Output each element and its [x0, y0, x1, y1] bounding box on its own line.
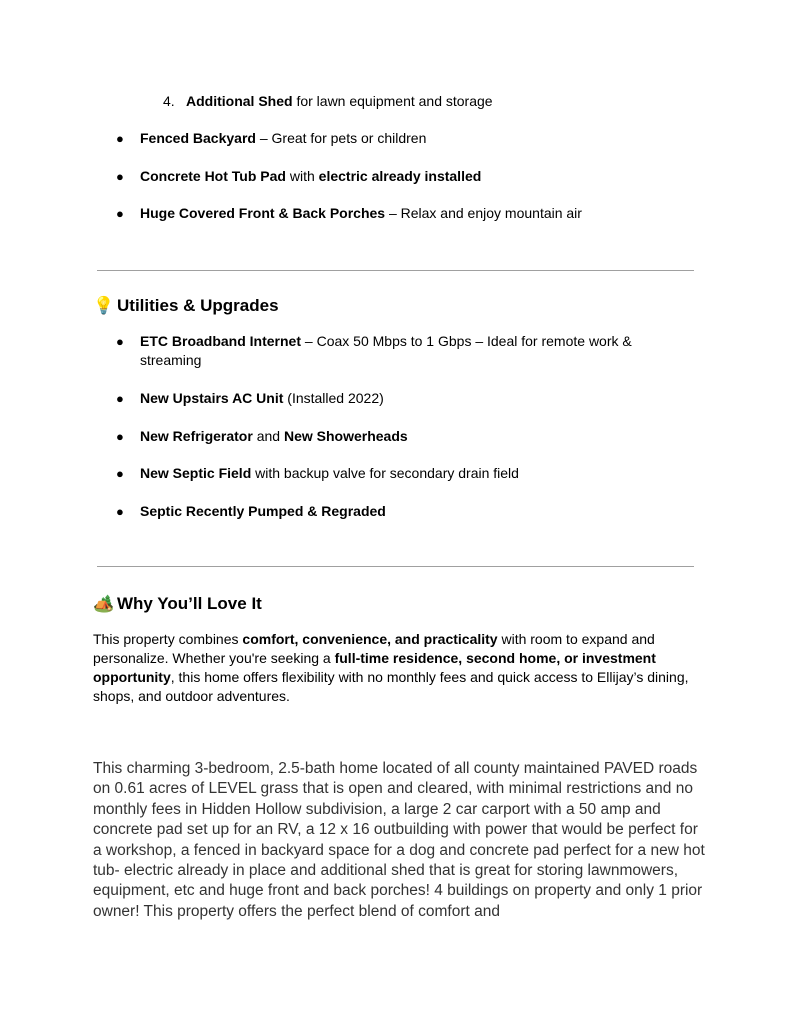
bullet-icon: ●	[116, 206, 124, 221]
para-bold-text: comfort, convenience, and practicality	[242, 631, 498, 647]
para-text: with room to expand and personalize. Whether you're seeking a	[93, 631, 655, 666]
item-text: – Great for pets or children	[255, 130, 427, 146]
item-bold-text-2: New Showerheads	[283, 428, 408, 444]
description-paragraph: This charming 3-bedroom, 2.5-bath home located of all county maintained PAVED roads on 0.61 acres of LEVEL grass that is open and cleared, with minimal restrictions and no monthly fees in Hidden Hollow subdivision, a large 2 car carport with a 50 amp and concrete pad set up for an RV, a 12 x 16 outbuilding with power that would be perfect for a workshop, a fenced in backyard space for a dog and concrete pad perfect for a new hot tub- electric already in place and additional shed that is great for storing lawnmowers, equipment, etc and huge front and back porches! 4 buildings on property and only 1 prior owner! This property offers the perfect blend of comfort and	[93, 760, 705, 920]
numbered-list-item	[163, 92, 493, 110]
para-bold-text: full-time residence, second home, or investment opportunity	[93, 650, 656, 685]
item-bold-text: New Septic Field	[140, 465, 252, 481]
item-text: with backup valve for secondary drain field	[251, 465, 519, 481]
list-item	[116, 129, 676, 148]
bullet-icon: ●	[116, 131, 124, 146]
item-bold-text: Septic Recently Pumped & Regraded	[140, 503, 386, 519]
section-heading-why	[93, 593, 262, 615]
item-text: for lawn equipment and storage	[292, 93, 493, 109]
bullet-icon: ●	[116, 334, 124, 349]
item-bold-text: New Refrigerator	[140, 428, 253, 444]
item-text: and	[252, 428, 284, 444]
list-item	[116, 389, 676, 408]
bullet-icon: ●	[116, 169, 124, 184]
why-paragraph	[93, 630, 703, 706]
heading-text: Utilities & Upgrades	[117, 296, 279, 315]
item-bold-text: Fenced Backyard	[140, 130, 256, 146]
bullet-icon: ●	[116, 466, 124, 481]
heading-text: Why You’ll Love It	[117, 594, 262, 613]
para-text: This property combines	[93, 631, 243, 647]
list-item	[116, 167, 676, 186]
item-bold-text-2: electric already installed	[318, 168, 482, 184]
list-item	[116, 502, 676, 521]
list-item	[116, 464, 676, 483]
item-bold-text: New Upstairs AC Unit	[140, 390, 284, 406]
list-item	[116, 204, 676, 223]
list-number: 4.	[163, 93, 175, 109]
item-text: with	[285, 168, 319, 184]
horizontal-divider	[97, 566, 694, 567]
list-item	[116, 427, 676, 446]
camping-icon: 🏕️	[93, 594, 115, 613]
item-bold-text: Huge Covered Front & Back Porches	[140, 205, 386, 221]
item-text: – Relax and enjoy mountain air	[385, 205, 582, 221]
item-text: (Installed 2022)	[283, 390, 384, 406]
section-heading-utilities	[93, 295, 279, 317]
list-item	[116, 332, 676, 370]
bullet-icon: ●	[116, 429, 124, 444]
item-text: – Coax 50 Mbps to 1 Gbps – Ideal for remote work & streaming	[140, 333, 632, 368]
item-bold-text: ETC Broadband Internet	[140, 333, 302, 349]
lightbulb-icon: 💡	[93, 296, 115, 315]
para-text: , this home offers flexibility with no monthly fees and quick access to Ellijay’s dining, shops, and outdoor adventures.	[93, 669, 689, 704]
item-bold-text: Concrete Hot Tub Pad	[140, 168, 286, 184]
item-bold-text: Additional Shed	[186, 93, 293, 109]
horizontal-divider	[97, 270, 694, 271]
bullet-icon: ●	[116, 391, 124, 406]
bullet-icon: ●	[116, 504, 124, 519]
